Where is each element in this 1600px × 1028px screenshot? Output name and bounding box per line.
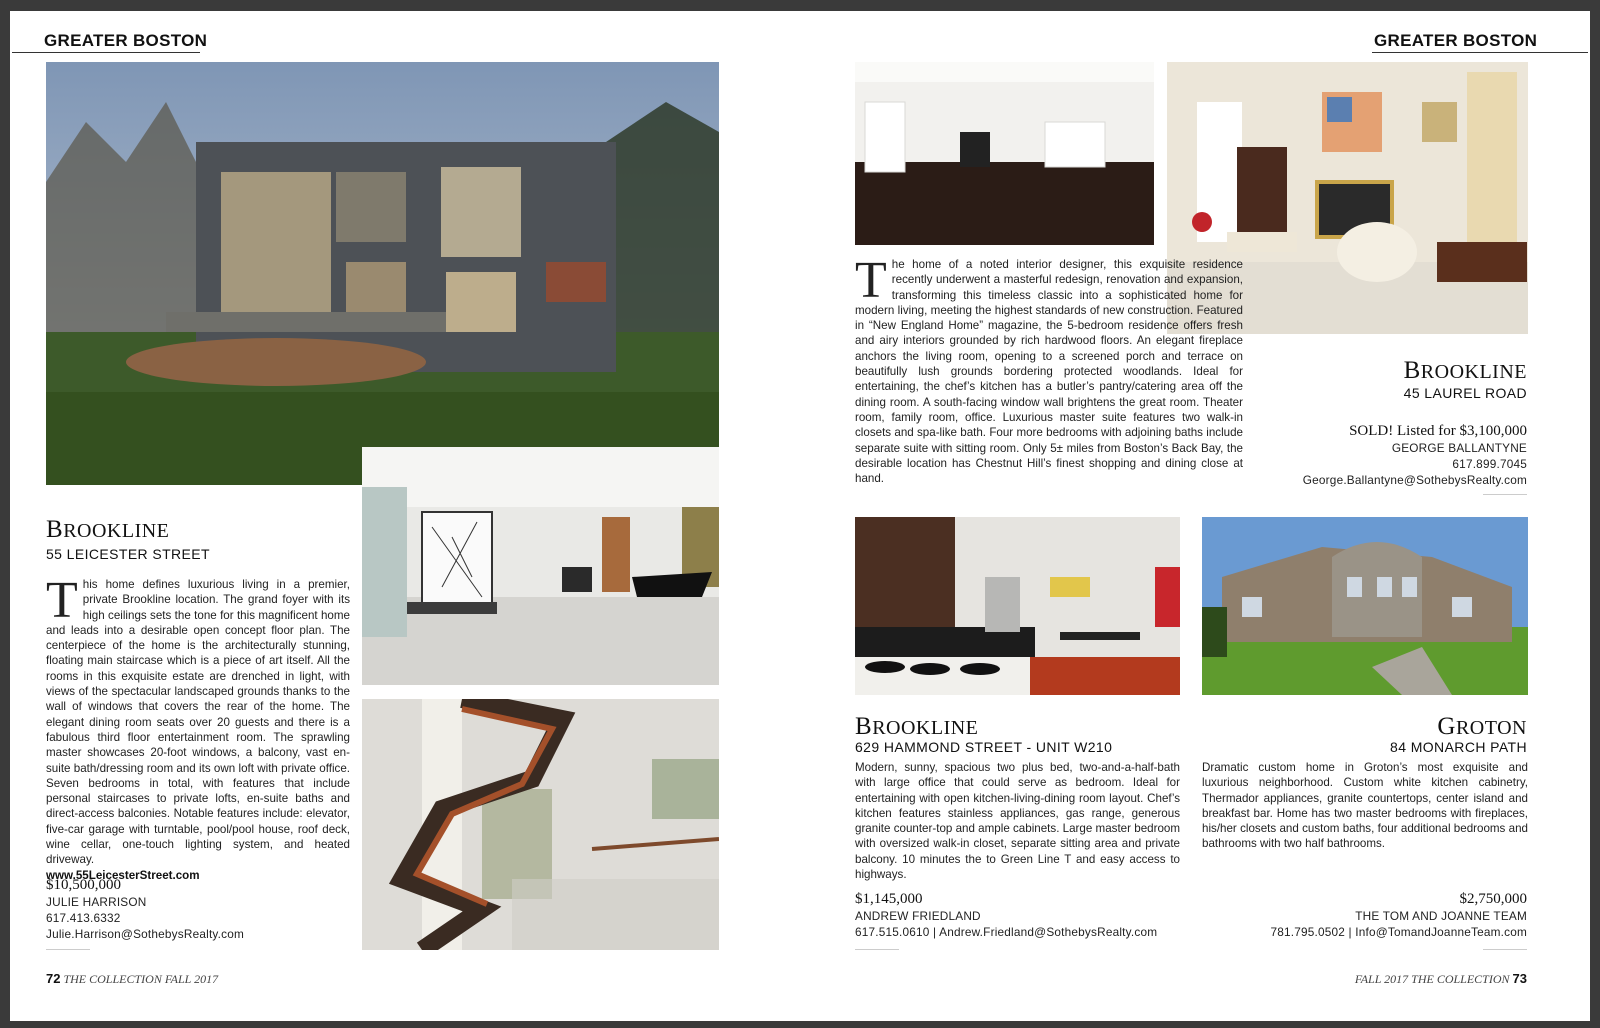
description-text: he home of a noted interior designer, this exquisite residence recently underwent a masterful redesign, renovation and expansion, transforming this timeless classic into a sophisticated home for modern living, meeting the highest standards of new construction. Featured in “New England Home” magazine, the 5-bedroom residence offers fresh and airy interiors grounded by rich hardwood floors. An elegant fireplace anchors the living room, opening to a screened porch and terrace on beautifully lush grounds bordering protected woodlands. Ideal for entertaining, the chef’s kitchen has a butler’s pantry/catering area off the dining room. A south-facing window wall brightens the great room. Theater room, family room, office. Luxurious master suite features two walk-in closets and spa-like bath. Four more bedrooms with adjoining baths include separate suite with sitting room. Only 5± miles from Boston’s Back Bay, the desirable location has Chestnut Hill’s finest shopping and dining close at hand. — [855, 258, 1243, 486]
listing-price-groton: $2,750,000 — [1459, 891, 1527, 907]
listing-address-hammond: 629 HAMMOND STREET - UNIT W210 — [855, 739, 1113, 755]
listing-website-link[interactable]: www.55LeicesterStreet.com — [46, 868, 200, 882]
divider-short — [1483, 494, 1527, 495]
listing-city-brookline-leicester — [46, 516, 169, 544]
agent-email[interactable]: George.Ballantyne@SothebysRealty.com — [1302, 473, 1527, 487]
photo-kitchen-dining — [855, 517, 1180, 695]
agent-name: THE TOM AND JOANNE TEAM — [1355, 909, 1527, 923]
photo-floating-staircase — [362, 699, 719, 950]
city-initial: G — [1437, 713, 1456, 740]
listing-city-brookline-laurel — [1404, 357, 1527, 385]
drop-cap: T — [46, 572, 78, 629]
city-initial: B — [46, 516, 64, 543]
region-header-right: GREATER BOSTON — [1374, 31, 1538, 50]
page-number-left: 72 — [46, 971, 61, 986]
region-header-left: GREATER BOSTON — [44, 31, 208, 50]
issue-left: FALL 2017 — [164, 972, 219, 986]
agent-name: JULIE HARRISON — [46, 895, 147, 909]
magazine-spread — [10, 11, 1590, 1021]
listing-description-hammond: Modern, sunny, spacious two plus bed, two-and-a-half-bath with large office that could serve as bedroom. Ideal for entertaining with open kitchen-living-dining room layout. Chef’s kitchen features stainless appliances, gas range, generous granite counter-top and ample cabinets. Large master bedroom with oversized walk-in closet, separate sitting area and private balcony. 10 minutes the to Green Line T and easy access to highways. — [855, 761, 1180, 882]
agent-name: ANDREW FRIEDLAND — [855, 909, 981, 923]
header-rule-left — [12, 52, 200, 53]
agent-name: GEORGE BALLANTYNE — [1391, 441, 1527, 455]
city-rest: ROOKLINE — [63, 520, 170, 542]
agent-block-groton — [1270, 908, 1527, 940]
divider-short — [855, 949, 899, 950]
magazine-title-right: THE COLLECTION — [1411, 972, 1510, 986]
footer-right — [1355, 971, 1527, 987]
listing-description-leicester — [46, 572, 350, 883]
listing-city-brookline-hammond — [855, 713, 978, 741]
agent-block-leicester — [46, 894, 244, 942]
agent-block-hammond — [855, 908, 1157, 940]
city-rest: ROOKLINE — [1420, 361, 1527, 383]
listing-description-laurel — [855, 252, 1243, 486]
divider-short — [1483, 949, 1527, 950]
city-rest: ROOKLINE — [872, 717, 979, 739]
issue-right: FALL 2017 — [1354, 972, 1409, 986]
divider-short — [46, 949, 90, 950]
agent-email[interactable]: Julie.Harrison@SothebysRealty.com — [46, 927, 245, 941]
footer-left — [46, 971, 218, 987]
agent-block-laurel — [1303, 440, 1527, 488]
listing-address-groton: 84 MONARCH PATH — [1390, 739, 1527, 755]
agent-phone: 617.899.7045 — [1452, 457, 1527, 471]
drop-cap: T — [855, 252, 887, 309]
city-rest: ROTON — [1455, 717, 1527, 739]
agent-contact[interactable]: 617.515.0610 | Andrew.Friedland@SothebysRealty.com — [855, 925, 1158, 939]
photo-living-room-piano — [362, 447, 719, 685]
photo-groton-house-exterior — [1202, 517, 1528, 695]
photo-great-room-hardwood — [855, 62, 1154, 245]
listing-address-laurel: 45 LAUREL ROAD — [1403, 385, 1527, 401]
agent-phone: 617.413.6332 — [46, 911, 121, 925]
description-text: his home defines luxurious living in a premier, private Brookline location. The grand foyer with its high ceilings sets the tone for this magnificent home and leads into a desirable open concept floor plan. The centerpiece of the home is the architecturally stunning, floating main staircase which is a piece of art itself. All the rooms in this exquisite estate are drenched in light, with views of the spectacular landscaped grounds thanks to the wall of windows that covers the rear of the home. The elegant dining room seats over 20 guests and there is a fabulous third floor entertainment room. The sprawling master showcases 20-foot windows, a balcony, vast en-suite bath/dressing room and its own loft with private office. Seven bedrooms in total, with features that include personal staircases to private lofts, en-suite baths and direct-access balconies. Notable features include: elevator, five-car garage with turntable, pool/pool house, roof deck, wine cellar, one-touch lighting system, and heated driveway. — [46, 578, 350, 867]
city-initial: B — [855, 713, 873, 740]
listing-address-leicester: 55 LEICESTER STREET — [46, 546, 210, 562]
header-rule-right — [1372, 52, 1588, 53]
listing-city-groton — [1437, 713, 1527, 741]
magazine-title-left: THE COLLECTION — [63, 972, 162, 986]
listing-price-hammond: $1,145,000 — [855, 891, 923, 907]
listing-price-leicester: $10,500,000 — [46, 877, 121, 893]
page-number-right: 73 — [1512, 971, 1527, 986]
city-initial: B — [1403, 357, 1421, 384]
listing-price-laurel: SOLD! Listed for $3,100,000 — [1349, 423, 1527, 439]
listing-description-groton: Dramatic custom home in Groton’s most exquisite and luxurious neighborhood. Custom white kitchen cabinetry, Thermador appliances, granite countertops, center island and breakfast bar. Home has two master bedrooms with fireplaces, his/her closets and custom baths, four additional bedrooms and bathrooms with two half bathrooms. — [1202, 761, 1528, 851]
agent-contact[interactable]: 781.795.0502 | Info@TomandJoanneTeam.com — [1270, 925, 1527, 939]
photo-modern-house-exterior — [46, 62, 719, 485]
